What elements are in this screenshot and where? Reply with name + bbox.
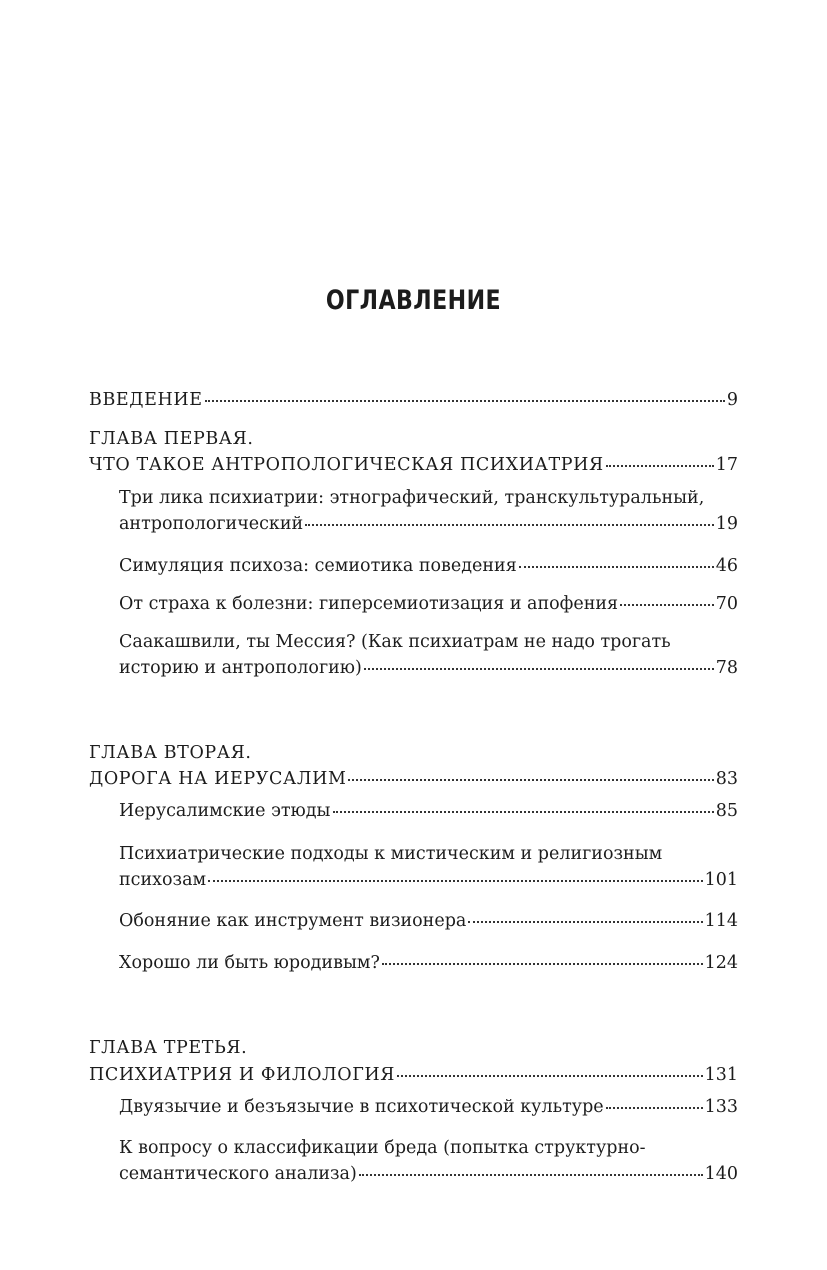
dot-leader <box>606 465 714 467</box>
dot-leader <box>468 921 702 923</box>
toc-page-number: 140 <box>704 1164 738 1184</box>
toc-entry-label: Хорошо ли быть юродивым? <box>119 953 380 973</box>
toc-page-number: 9 <box>726 390 738 410</box>
toc-entry-label: Симуляция психоза: семиотика поведения <box>119 556 517 576</box>
dot-leader <box>606 1107 703 1109</box>
dot-leader <box>333 811 714 813</box>
dot-leader <box>359 1174 703 1176</box>
toc-entry-chapter-1[interactable] <box>89 453 738 477</box>
dot-leader <box>620 604 714 606</box>
toc-entry-section[interactable] <box>119 1162 738 1186</box>
toc-entry-chapter-2[interactable] <box>89 767 738 791</box>
dot-leader <box>208 880 702 882</box>
chapter-heading: ГЛАВА ТРЕТЬЯ. <box>89 1038 248 1058</box>
toc-entry-label: ПСИХИАТРИЯ И ФИЛОЛОГИЯ <box>89 1065 395 1085</box>
toc-entry-label: психозам <box>119 870 207 890</box>
toc-entry-section[interactable] <box>119 656 738 680</box>
toc-entry-section[interactable] <box>119 592 738 616</box>
toc-page-number: 114 <box>704 911 738 931</box>
toc-page-number: 78 <box>715 658 738 678</box>
toc-entry-section[interactable] <box>119 512 738 536</box>
toc-entry-line[interactable]: К вопросу о классификации бреда (попытка структурно- <box>119 1138 646 1158</box>
dot-leader <box>519 566 714 568</box>
dot-leader <box>348 779 713 781</box>
dot-leader <box>382 963 703 965</box>
toc-entry-label: ЧТО ТАКОЕ АНТРОПОЛОГИЧЕСКАЯ ПСИХИАТРИЯ <box>89 455 604 475</box>
toc-entry-label: ВВЕДЕНИЕ <box>89 390 203 410</box>
toc-entry-section[interactable] <box>119 868 738 892</box>
toc-entry-section[interactable] <box>119 1095 738 1119</box>
toc-entry-section[interactable] <box>119 554 738 578</box>
toc-page-number: 131 <box>704 1065 738 1085</box>
toc-entry-section[interactable] <box>119 799 738 823</box>
toc-entry-label: ДОРОГА НА ИЕРУСАЛИМ <box>89 769 347 789</box>
toc-page-number: 83 <box>715 769 738 789</box>
toc-page-number: 46 <box>715 556 738 576</box>
toc-entry-section[interactable] <box>119 909 738 933</box>
toc-entry-label: антропологический <box>119 514 304 534</box>
dot-leader <box>364 668 714 670</box>
toc-entry-label: Иерусалимские этюды <box>119 801 331 821</box>
toc-entry-section[interactable] <box>119 951 738 975</box>
dot-leader <box>397 1075 703 1077</box>
toc-page-number: 133 <box>704 1097 738 1117</box>
toc-entry-label: семантического анализа) <box>119 1164 357 1184</box>
dot-leader <box>205 400 725 402</box>
toc-entry-chapter-3[interactable] <box>89 1063 738 1087</box>
toc-page-number: 17 <box>715 455 738 475</box>
toc-entry-line[interactable]: Саакашвили, ты Мессия? (Как психиатрам не надо трогать <box>119 632 671 652</box>
toc-entry-line[interactable]: Психиатрические подходы к мистическим и религиозным <box>119 844 663 864</box>
toc-entry-label: историю и антропологию) <box>119 658 362 678</box>
toc-page-number: 101 <box>704 870 738 890</box>
toc-page-number: 70 <box>715 594 738 614</box>
chapter-heading: ГЛАВА ПЕРВАЯ. <box>89 429 254 449</box>
dot-leader <box>305 524 714 526</box>
toc-entry-label: От страха к болезни: гиперсемиотизация и апофения <box>119 594 619 614</box>
toc-page-number: 124 <box>704 953 738 973</box>
chapter-heading: ГЛАВА ВТОРАЯ. <box>89 743 252 763</box>
toc-entry-label: Обоняние как инструмент визионера <box>119 911 467 931</box>
toc-page-number: 85 <box>715 801 738 821</box>
toc-entry-intro[interactable] <box>89 388 738 412</box>
toc-entry-line[interactable]: Три лика психиатрии: этнографический, транскультуральный, <box>119 488 705 508</box>
page-title: ОГЛАВЛЕНИЕ <box>325 285 502 316</box>
toc-page-number: 19 <box>715 514 738 534</box>
toc-entry-label: Двуязычие и безъязычие в психотической культуре <box>119 1097 604 1117</box>
